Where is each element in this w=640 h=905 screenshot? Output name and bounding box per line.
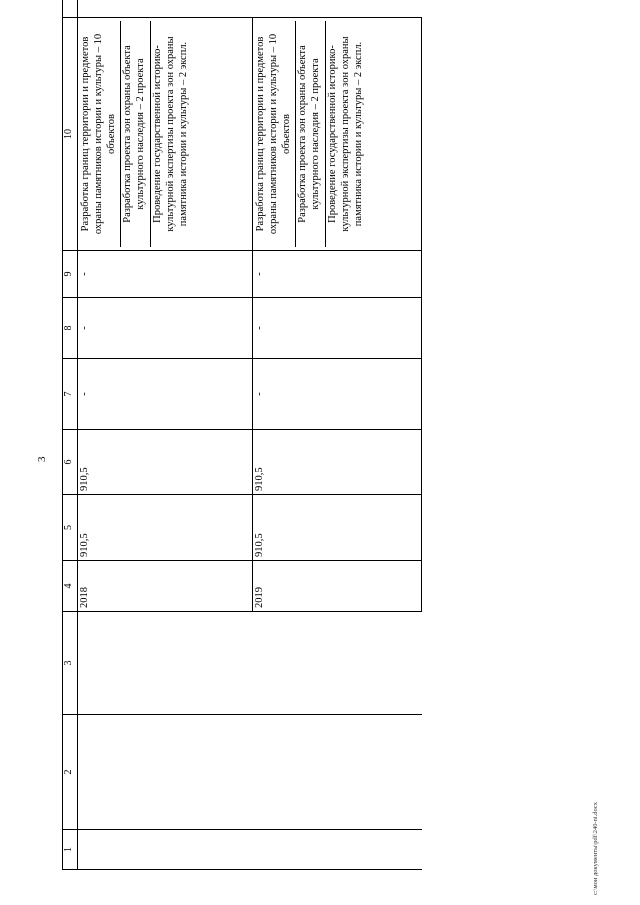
- amount-cell: 910,5: [78, 495, 253, 561]
- header-cell: 10: [63, 18, 78, 251]
- header-cell: 1: [63, 830, 78, 870]
- program-table: [62, 0, 422, 870]
- table-cell: [78, 830, 253, 870]
- table-cell: [253, 830, 422, 870]
- header-cell: [63, 0, 78, 18]
- header-cell: 8: [63, 298, 78, 359]
- activities-cell: [253, 18, 422, 251]
- header-cell: 4: [63, 561, 78, 612]
- amount-cell: -: [78, 298, 253, 359]
- activity-item: Разработка проекта зон охраны объекта культурного наследия – 2 проекта: [296, 21, 326, 247]
- header-row: [63, 0, 78, 870]
- page-number: 3: [36, 456, 48, 462]
- header-cell: 7: [63, 359, 78, 430]
- activity-item: Разработка проекта зон охраны объекта культурного наследия – 2 проекта: [121, 21, 151, 247]
- year-cell: 2018: [78, 561, 253, 612]
- activity-item: Разработка границ территории и предметов охраны памятников истории и культуры – 10 объектов: [254, 21, 296, 247]
- year-cell: 2019: [253, 561, 422, 612]
- amount-cell: -: [78, 359, 253, 430]
- table-row: [253, 0, 422, 870]
- amount-cell: -: [253, 251, 422, 298]
- amount-cell: -: [253, 298, 422, 359]
- table-cell: [78, 612, 253, 715]
- header-cell: 5: [63, 495, 78, 561]
- header-cell: 2: [63, 715, 78, 830]
- table-row: [78, 0, 253, 870]
- amount-cell: 910,5: [253, 495, 422, 561]
- amount-cell: -: [253, 359, 422, 430]
- amount-cell: -: [78, 251, 253, 298]
- header-cell: 9: [63, 251, 78, 298]
- activity-item: Проведение государственной историко-культурной экспертизы проекта зон охраны памятника истории и культуры – 2 экспл.: [151, 36, 189, 232]
- amount-cell: 910,5: [78, 430, 253, 495]
- header-cell: 3: [63, 612, 78, 715]
- header-cell: 6: [63, 430, 78, 495]
- amount-cell: 910,5: [253, 430, 422, 495]
- table-cell: [78, 0, 253, 18]
- table-cell: [78, 715, 253, 830]
- table-cell: [253, 612, 422, 715]
- table-cell: [253, 715, 422, 830]
- table-cell: [253, 0, 422, 18]
- activities-cell: [78, 18, 253, 251]
- file-path-footer: c:\мои документы\pdf\240-ni.docx: [592, 802, 599, 895]
- activity-item: Проведение государственной историко-культурной экспертизы проекта зон охраны памятника истории и культуры – 2 экспл.: [326, 36, 364, 232]
- activity-item: Разработка границ территории и предметов охраны памятников истории и культуры – 10 объектов: [79, 21, 121, 247]
